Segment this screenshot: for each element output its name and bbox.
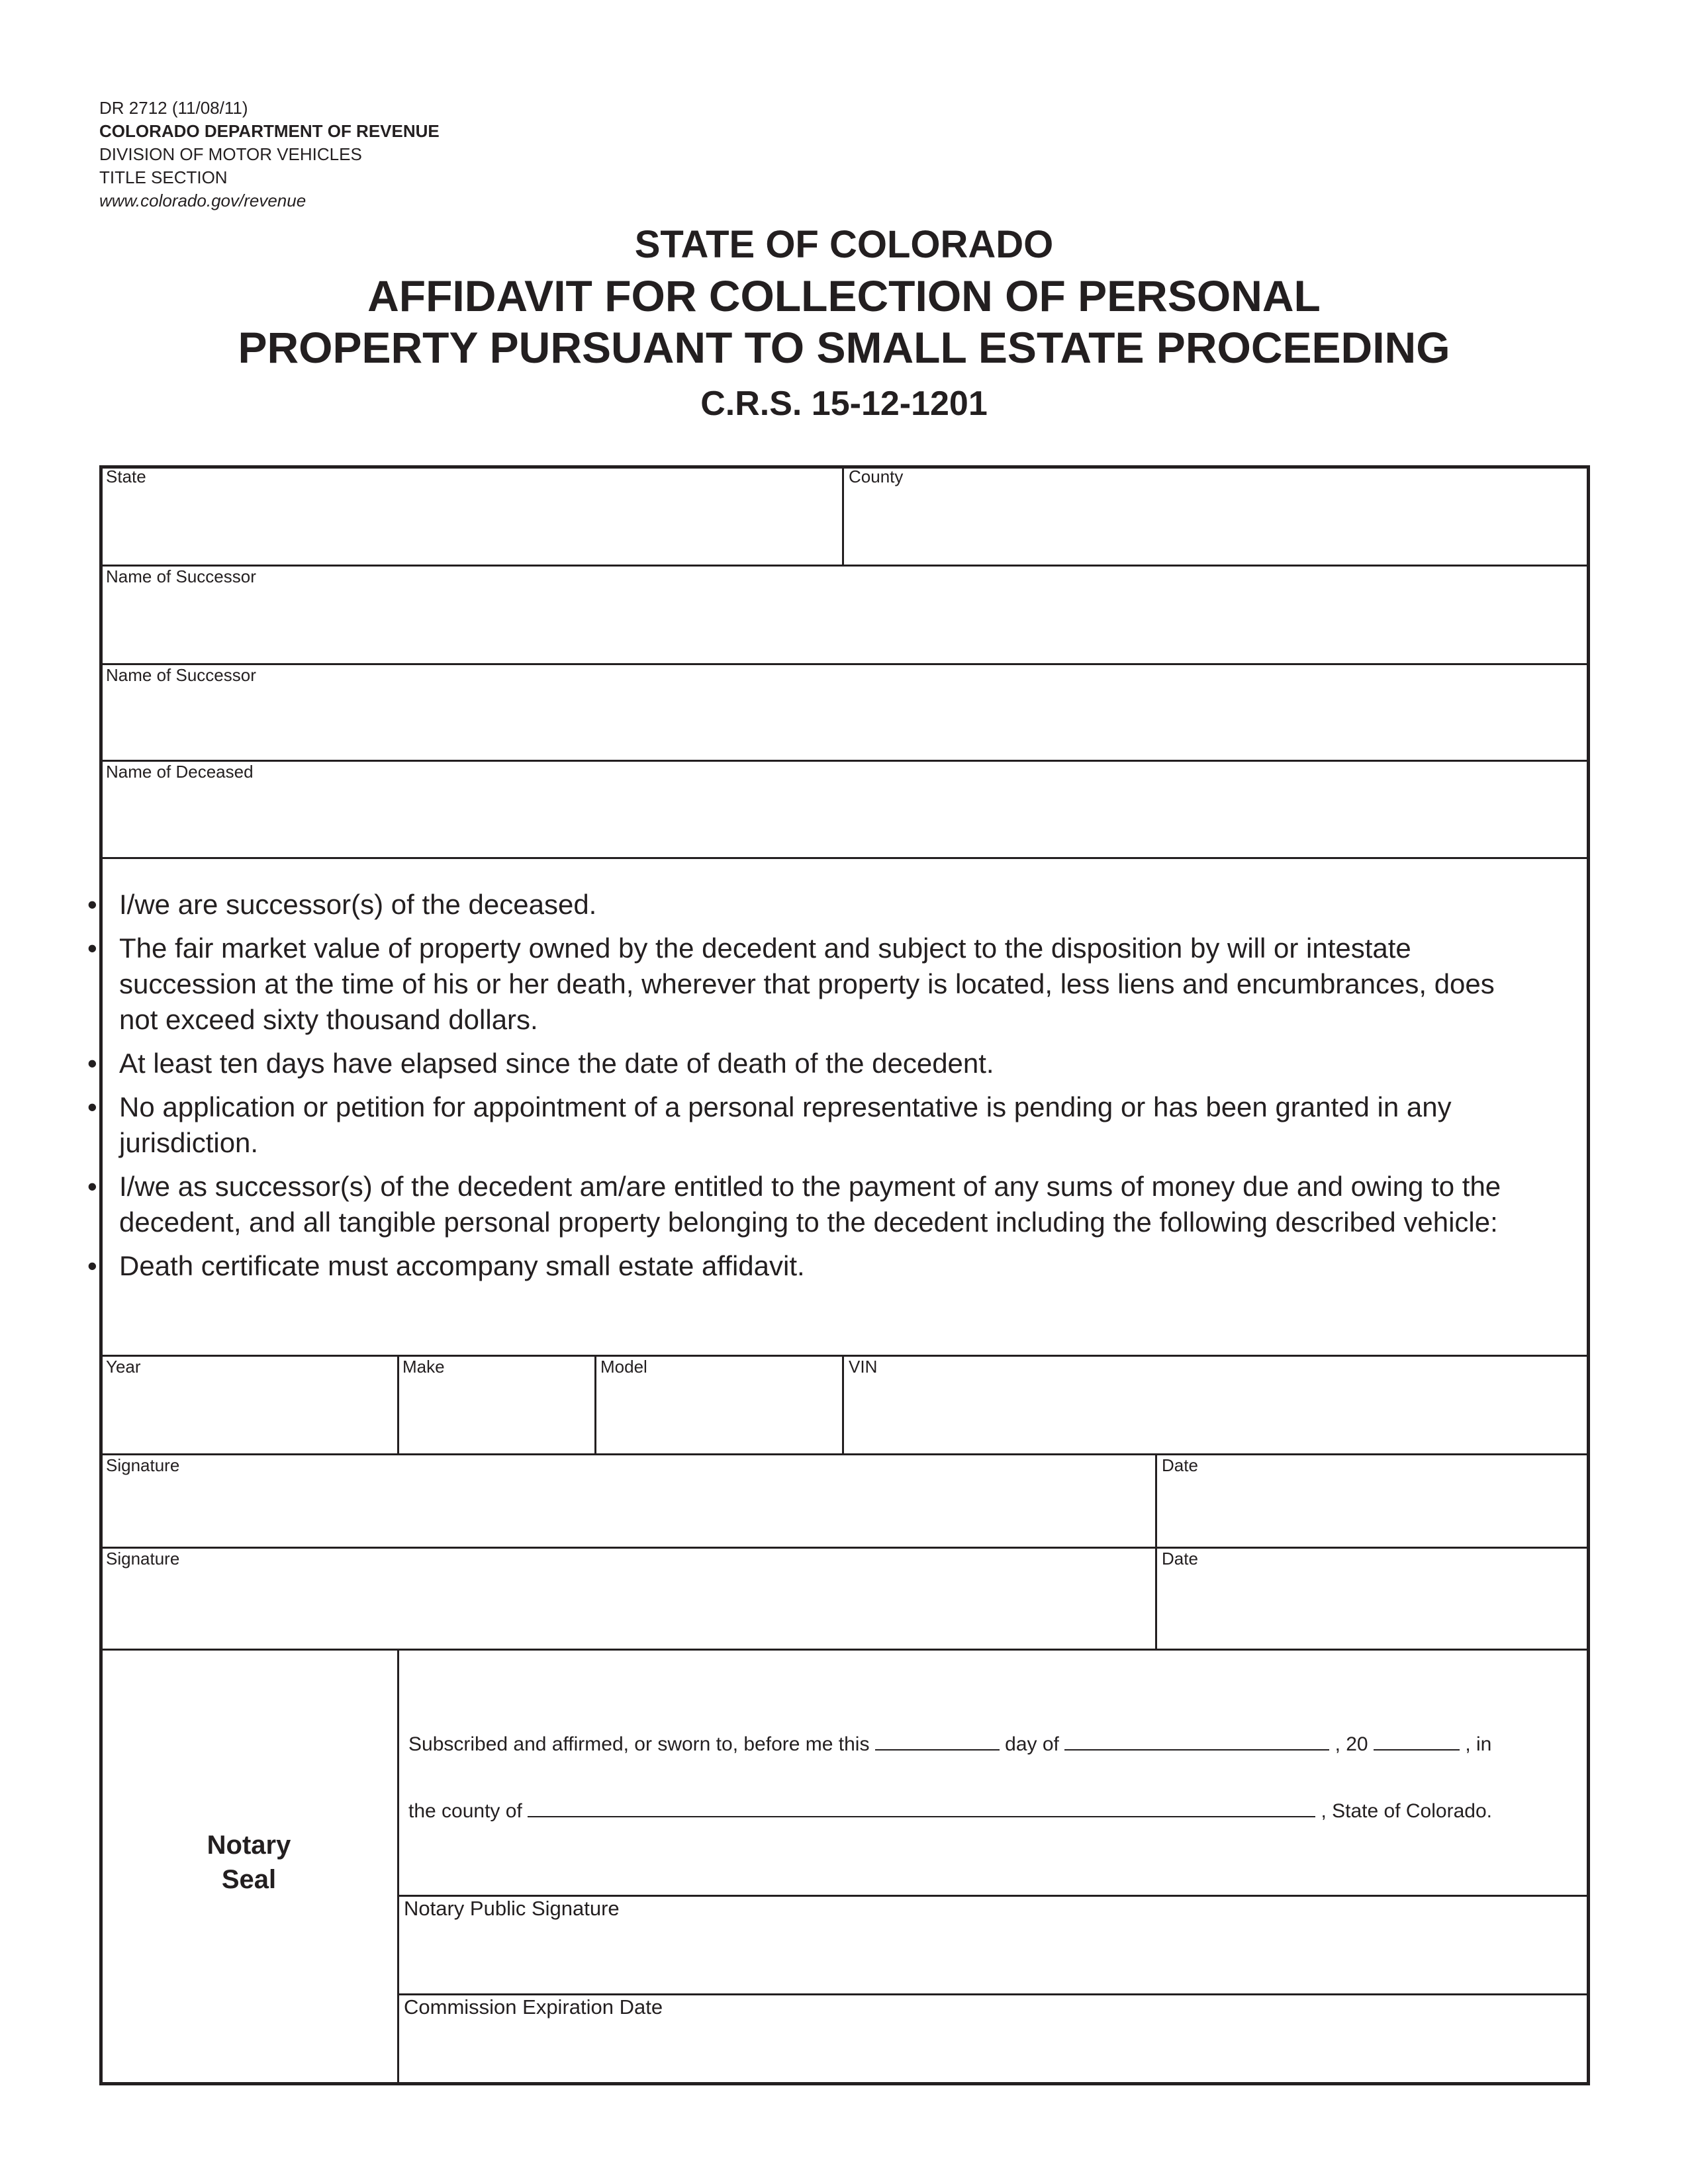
county-text-2: , State of Colorado. xyxy=(1321,1800,1492,1822)
state-label: State xyxy=(106,467,146,486)
year-label: Year xyxy=(106,1357,141,1377)
county-label: County xyxy=(849,467,904,486)
state-field[interactable] xyxy=(103,490,841,563)
statement-item: • No application or petition for appointment of a personal representative is pending or has been granted in any jurisdiction. xyxy=(86,1089,1523,1161)
signature-field-2[interactable] xyxy=(103,1570,1154,1647)
make-label: Make xyxy=(402,1357,445,1377)
date-field-1[interactable] xyxy=(1158,1477,1585,1545)
department-name: COLORADO DEPARTMENT OF REVENUE xyxy=(99,121,440,141)
row-divider xyxy=(99,1355,1590,1357)
statement-item: • At least ten days have elapsed since the date of death of the decedent. xyxy=(86,1046,1523,1081)
oath-text-1: Subscribed and affirmed, or sworn to, before me this xyxy=(408,1733,870,1755)
column-divider xyxy=(1155,1453,1157,1649)
form-header xyxy=(99,97,695,212)
deceased-name-field[interactable] xyxy=(103,784,1585,854)
county-text-1: the county of xyxy=(408,1800,522,1822)
county-field[interactable] xyxy=(845,490,1585,563)
notary-seal-area xyxy=(99,1828,399,1897)
notary-signature-label: Notary Public Signature xyxy=(404,1897,620,1920)
notary-oath-line xyxy=(408,1732,1491,1756)
website-link[interactable]: www.colorado.gov/revenue xyxy=(99,191,306,210)
statement-item: • I/we are successor(s) of the deceased. xyxy=(86,887,1523,923)
model-field[interactable] xyxy=(596,1380,841,1451)
notary-county-blank[interactable] xyxy=(528,1799,1315,1817)
model-label: Model xyxy=(600,1357,647,1377)
commission-expiration-label: Commission Expiration Date xyxy=(404,1995,663,2019)
title-state: STATE OF COLORADO xyxy=(634,223,1054,266)
year-blank[interactable] xyxy=(1374,1732,1460,1751)
successor-name-label-1: Name of Successor xyxy=(106,567,256,586)
date-label-2: Date xyxy=(1162,1549,1198,1569)
successor-name-field-2[interactable] xyxy=(103,687,1585,757)
vin-label: VIN xyxy=(849,1357,878,1377)
month-blank[interactable] xyxy=(1064,1732,1329,1751)
oath-text-4: , in xyxy=(1465,1733,1492,1755)
year-field[interactable] xyxy=(103,1380,396,1451)
make-field[interactable] xyxy=(399,1380,593,1451)
commission-expiration-field[interactable] xyxy=(400,2021,1585,2082)
row-divider xyxy=(99,565,1590,567)
affidavit-statements xyxy=(86,887,1523,1292)
signature-label-2: Signature xyxy=(106,1549,180,1569)
row-divider xyxy=(99,857,1590,859)
successor-name-field-1[interactable] xyxy=(103,589,1585,660)
notary-signature-field[interactable] xyxy=(400,1923,1585,1991)
row-divider xyxy=(99,1453,1590,1455)
successor-name-label-2: Name of Successor xyxy=(106,665,256,685)
statement-item: • I/we as successor(s) of the decedent am/are entitled to the payment of any sums of money due and owing to the decedent, and all tangible personal property belonging to the decedent including the following described vehicle: xyxy=(86,1169,1523,1240)
notary-seal-label-2: Seal xyxy=(221,1865,277,1894)
day-blank[interactable] xyxy=(875,1732,1000,1751)
title-line-2: PROPERTY PURSUANT TO SMALL ESTATE PROCEEDING xyxy=(238,323,1450,372)
statement-item: • Death certificate must accompany small estate affidavit. xyxy=(86,1248,1523,1284)
division-name: DIVISION OF MOTOR VEHICLES xyxy=(99,144,362,164)
oath-text-3: , 20 xyxy=(1335,1733,1368,1755)
signature-label-1: Signature xyxy=(106,1455,180,1475)
form-number: DR 2712 (11/08/11) xyxy=(99,98,248,118)
date-label-1: Date xyxy=(1162,1455,1198,1475)
row-divider xyxy=(99,760,1590,762)
statute-reference: C.R.S. 15-12-1201 xyxy=(700,385,988,423)
vin-field[interactable] xyxy=(845,1380,1585,1451)
oath-text-2: day of xyxy=(1005,1733,1059,1755)
notary-county-line xyxy=(408,1799,1492,1823)
column-divider xyxy=(842,465,844,566)
signature-field-1[interactable] xyxy=(103,1477,1154,1545)
row-divider xyxy=(99,663,1590,665)
row-divider xyxy=(99,1547,1590,1549)
notary-seal-label-1: Notary xyxy=(207,1831,291,1860)
statement-item: • The fair market value of property owned by the decedent and subject to the disposition by will or intestate succession at the time of his or her death, wherever that property is located, less liens and encumbrances, does not exceed sixty thousand dollars. xyxy=(86,931,1523,1038)
date-field-2[interactable] xyxy=(1158,1570,1585,1647)
row-divider xyxy=(99,1649,1590,1651)
title-line-1: AFFIDAVIT FOR COLLECTION OF PERSONAL xyxy=(367,271,1321,320)
deceased-name-label: Name of Deceased xyxy=(106,762,254,782)
section-name: TITLE SECTION xyxy=(99,167,228,187)
column-divider xyxy=(842,1355,844,1455)
